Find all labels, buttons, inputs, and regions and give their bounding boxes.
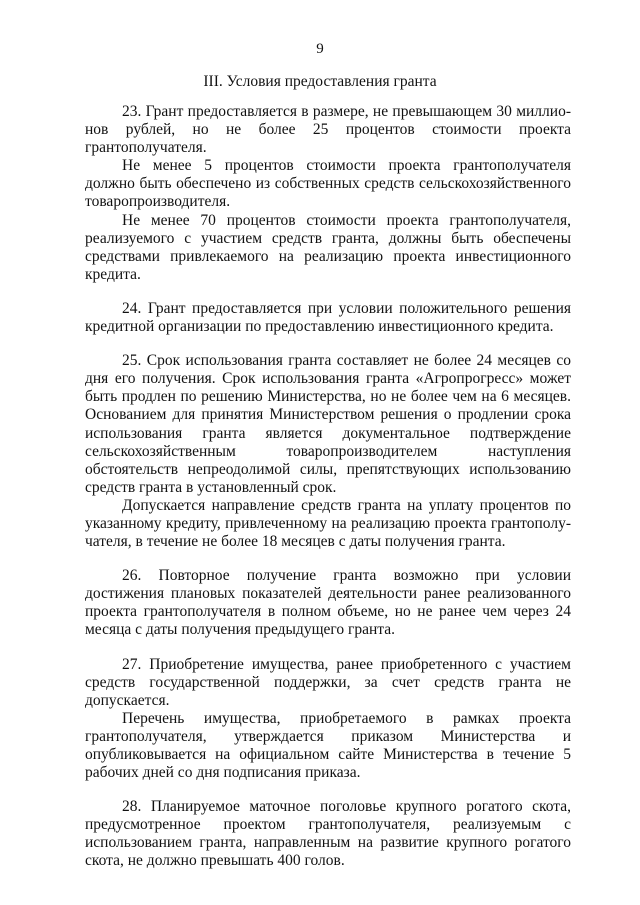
paragraph-25-interest: Допускается направление средств гранта на уплату процентов по указанному кредиту, привлеченному на реализацию проекта грантополучателя, в течение не более 18 месяцев с даты получения гранта. xyxy=(85,496,571,551)
paragraph-24: 24. Грант предоставляется при условии положительного решения кредитной организации по предоставлению инвестиционного кредита. xyxy=(85,299,571,336)
paragraph-26: 26. Повторное получение гранта возможно при условии достижения плановых показателей деятельности ранее реализованного проекта грантополучателя в полном объеме, но не ранее чем через 24 месяца с даты получения предыдущего гранта. xyxy=(85,567,571,639)
paragraph-25: 25. Срок использования гранта составляет не более 24 месяцев со дня его получения. Срок использования гранта «Агропрогресс» может быть продлен по решению Министерства, но не более чем на 6 месяцев. Основанием для принятия Министерством решения о продлении срока использования гранта является документальное подтверждение сельскохозяйственным товаропроизводителем наступления обстоятельств непреодолимой силы, препятствующих использованию средств гранта в установленный срок. xyxy=(85,352,571,496)
section-title: III. Условия предоставления гранта xyxy=(203,73,437,90)
paragraph-23-own-funds: Не менее 5 процентов стоимости проекта грантополучателя должно быть обеспечено из собственных средств сельскохозяйственного товаропроизводителя. xyxy=(85,157,571,211)
paragraph-27-property-list: Перечень имущества, приобретаемого в рамках проекта грантополучателя, утверждается приказом Министерства и опубликовывается на официальном сайте Министерства в течение 5 рабочих дней со дня подписания приказа. xyxy=(85,709,571,782)
paragraph-27: 27. Приобретение имущества, ранее приобретенного с участием средств государственной поддержки, за счет средств гранта не допускается. xyxy=(85,655,571,709)
paragraph-23: 23. Грант предоставляется в размере, не превышающем 30 миллионов рублей, но не более 25 процентов стоимости проекта грантополучателя. xyxy=(85,103,571,157)
page-number: 9 xyxy=(316,41,324,57)
paragraph-23-credit-funds: Не менее 70 процентов стоимости проекта грантополучателя, реализуемого с участием средств гранта, должны быть обеспечены средствами привлекаемого на реализацию проекта инвестиционного кредита. xyxy=(85,211,571,283)
document-body xyxy=(85,103,571,871)
paragraph-28: 28. Планируемое маточное поголовье крупного рогатого скота, предусмотренное проектом грантополучателя, реализуемым с использованием гранта, направленным на развитие крупного рогатого скота, не должно превышать 400 голов. xyxy=(85,798,571,870)
